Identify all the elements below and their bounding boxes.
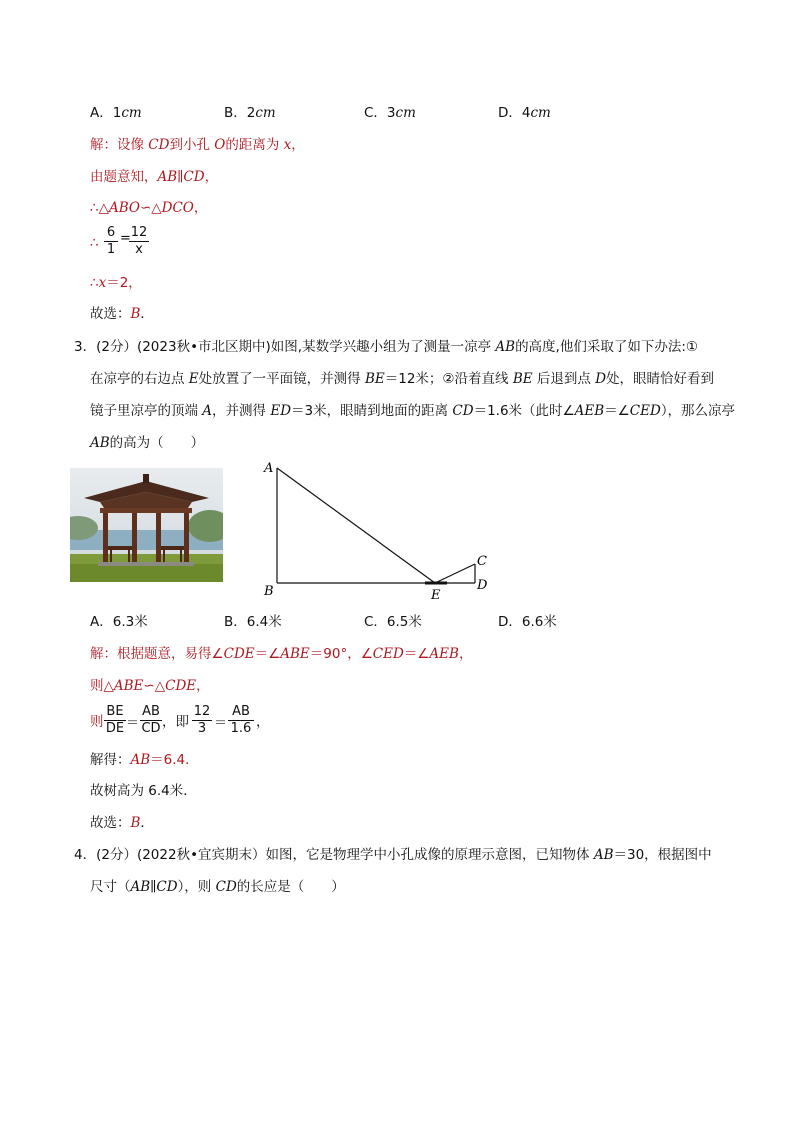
- mirror-triangle-diagram: [255, 455, 500, 605]
- q3-option-a[interactable]: A．6.3米: [90, 614, 148, 630]
- label-b: B: [264, 584, 274, 599]
- q4-line-2: 尺寸（AB∥CD），则 CD的长应是（ ）: [90, 879, 345, 895]
- q2-solution-line-2: 由题意知，AB∥CD，: [90, 169, 219, 185]
- label-c: C: [477, 554, 487, 569]
- q2-fraction-12-over-x: $\frac{12}{x}$: [130, 225, 148, 257]
- q3-equals-1: ＝: [126, 716, 140, 731]
- q3-solution-line-5: 故树高为 6.4米．: [90, 783, 197, 799]
- q3-solution-line-2: 则△ABE∽△CDE，: [90, 678, 210, 694]
- q2-solution-line-3: ∴△ABO∽△DCO，: [90, 200, 208, 216]
- q3-fraction-be-over-de: $\frac{BE}{DE}$: [105, 704, 125, 736]
- q2-solution-line-1: 解：设像 CD到小孔 O的距离为 x，: [90, 137, 305, 153]
- label-e: E: [431, 588, 441, 603]
- q2-solution-therefore: ∴: [90, 235, 99, 251]
- pavilion-photo: [70, 468, 223, 582]
- q2-equals-sign: =: [120, 231, 131, 246]
- q3-line-1: 3．(2分）(2023秋•市北区期中)如图,某数学兴趣小组为了测量一凉亭 AB的高度,他们采取了如下办法:①: [74, 339, 699, 355]
- q3-option-c[interactable]: C．6.5米: [364, 614, 422, 630]
- segment-ae: [277, 468, 435, 583]
- q3-proportion-end: ，: [256, 714, 270, 730]
- q2-option-d[interactable]: D．4cm: [498, 105, 551, 121]
- q3-solution-line-4: 解得：AB＝6.4．: [90, 752, 199, 768]
- q2-option-a[interactable]: A．1cm: [90, 105, 142, 121]
- q3-equals-2: ＝: [214, 716, 228, 731]
- segment-ec: [435, 564, 475, 583]
- label-a: A: [264, 461, 274, 476]
- q3-line-2: 在凉亭的右边点 E处放置了一平面镜，并测得 BE＝12米；②沿着直线 BE 后退到点 D处，眼睛恰好看到: [90, 371, 715, 387]
- q2-fraction-6-over-1: $\frac{6}{1}$: [104, 226, 118, 257]
- q3-proportion-mid: ，即: [162, 714, 189, 730]
- q2-option-c[interactable]: C．3cm: [364, 105, 416, 121]
- q4-line-1: 4．(2分）(2022秋•宜宾期末）如图，它是物理学中小孔成像的原理示意图，已知物体 AB＝30，根据图中: [74, 847, 712, 863]
- q3-fraction-12-over-3: $\frac{12}{3}$: [193, 704, 211, 736]
- q3-line-3: 镜子里凉亭的顶端 A，并测得 ED＝3米，眼睛到地面的距离 CD＝1.6米（此时∠AEB＝∠CED），那么凉亭: [90, 403, 736, 419]
- q3-fraction-ab-over-1-6: $\frac{AB}{1.6}$: [228, 705, 254, 736]
- q3-line-4: AB的高为（ ）: [90, 435, 205, 451]
- q3-answer-line: 故选：B．: [90, 815, 154, 831]
- label-d: D: [477, 578, 488, 593]
- q2-solution-line-5: ∴x＝2，: [90, 275, 142, 291]
- q3-fraction-ab-over-cd: $\frac{AB}{CD}$: [141, 704, 161, 736]
- q3-option-b[interactable]: B．6.4米: [224, 614, 282, 630]
- q2-answer-line: 故选：B．: [90, 306, 154, 322]
- q3-proportion-lead: 则: [90, 714, 104, 730]
- q3-solution-line-1: 解：根据题意，易得∠CDE＝∠ABE＝90°，∠CED＝∠AEB，: [90, 646, 473, 662]
- q3-option-d[interactable]: D．6.6米: [498, 614, 557, 630]
- q2-option-b[interactable]: B．2cm: [224, 105, 276, 121]
